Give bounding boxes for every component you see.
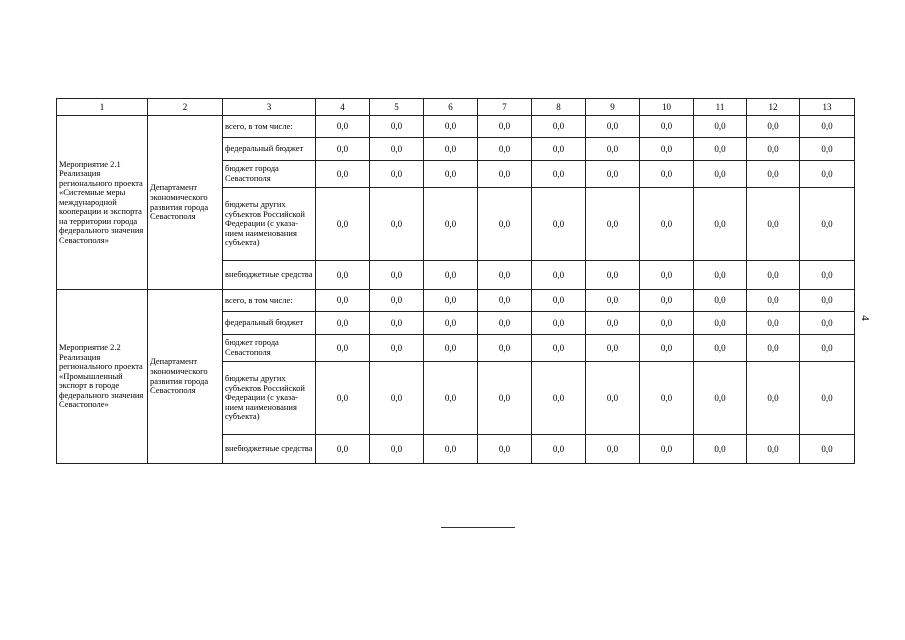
column-header: 7 (478, 99, 532, 116)
amount-cell: 0,0 (424, 188, 478, 261)
amount-cell: 0,0 (800, 290, 855, 312)
amount-cell: 0,0 (747, 161, 800, 188)
column-header: 4 (316, 99, 370, 116)
amount-cell: 0,0 (586, 435, 640, 464)
funding-source-cell: бюджет города Севастополя (223, 161, 316, 188)
table-header (57, 99, 855, 116)
table-body (57, 116, 855, 464)
amount-cell: 0,0 (532, 362, 586, 435)
amount-cell: 0,0 (370, 188, 424, 261)
amount-cell: 0,0 (800, 138, 855, 161)
amount-cell: 0,0 (694, 335, 747, 362)
amount-cell: 0,0 (478, 261, 532, 290)
amount-cell: 0,0 (316, 290, 370, 312)
amount-cell: 0,0 (532, 116, 586, 138)
page-number: 4 (858, 315, 871, 321)
amount-cell: 0,0 (478, 290, 532, 312)
amount-cell: 0,0 (800, 312, 855, 335)
amount-cell: 0,0 (694, 435, 747, 464)
funding-source-cell: федеральный бюджет (223, 312, 316, 335)
funding-source-cell: федеральный бюджет (223, 138, 316, 161)
amount-cell: 0,0 (532, 290, 586, 312)
amount-cell: 0,0 (586, 116, 640, 138)
amount-cell: 0,0 (586, 312, 640, 335)
column-header: 10 (640, 99, 694, 116)
amount-cell: 0,0 (747, 138, 800, 161)
amount-cell: 0,0 (316, 161, 370, 188)
table-row (57, 290, 855, 312)
amount-cell: 0,0 (640, 362, 694, 435)
department-cell: Департамент экономического развития города Севастополя (148, 290, 223, 464)
amount-cell: 0,0 (800, 188, 855, 261)
amount-cell: 0,0 (747, 435, 800, 464)
amount-cell: 0,0 (694, 188, 747, 261)
amount-cell: 0,0 (800, 435, 855, 464)
amount-cell: 0,0 (316, 362, 370, 435)
amount-cell: 0,0 (316, 261, 370, 290)
funding-source-cell: бюджеты других субъектов Российской Федерации (с указа-нием наименования субъекта) (223, 188, 316, 261)
funding-source-cell: бюджеты других субъектов Российской Федерации (с указа-нием наименования субъекта) (223, 362, 316, 435)
amount-cell: 0,0 (694, 312, 747, 335)
footer-divider (441, 527, 515, 528)
amount-cell: 0,0 (478, 138, 532, 161)
amount-cell: 0,0 (747, 188, 800, 261)
amount-cell: 0,0 (586, 290, 640, 312)
amount-cell: 0,0 (747, 362, 800, 435)
amount-cell: 0,0 (747, 290, 800, 312)
event-name-cell: Мероприятие 2.1 Реализация регионального проекта «Системные меры международной кооперации и экспорта на территории города федерального значения Севастополя» (57, 116, 148, 290)
amount-cell: 0,0 (640, 138, 694, 161)
amount-cell: 0,0 (370, 261, 424, 290)
column-header: 12 (747, 99, 800, 116)
amount-cell: 0,0 (640, 188, 694, 261)
event-name-cell: Мероприятие 2.2 Реализация регионального проекта «Промышленный экспорт в городе федерального значения Севастополе» (57, 290, 148, 464)
funding-source-cell: внебюджетные средства (223, 435, 316, 464)
table-row (57, 116, 855, 138)
amount-cell: 0,0 (747, 335, 800, 362)
amount-cell: 0,0 (800, 335, 855, 362)
amount-cell: 0,0 (370, 435, 424, 464)
amount-cell: 0,0 (586, 362, 640, 435)
amount-cell: 0,0 (747, 261, 800, 290)
amount-cell: 0,0 (370, 362, 424, 435)
amount-cell: 0,0 (532, 435, 586, 464)
amount-cell: 0,0 (586, 138, 640, 161)
amount-cell: 0,0 (694, 290, 747, 312)
department-cell: Департамент экономического развития города Севастополя (148, 116, 223, 290)
funding-source-cell: всего, в том числе: (223, 290, 316, 312)
amount-cell: 0,0 (424, 116, 478, 138)
amount-cell: 0,0 (640, 261, 694, 290)
amount-cell: 0,0 (640, 161, 694, 188)
amount-cell: 0,0 (532, 335, 586, 362)
amount-cell: 0,0 (478, 312, 532, 335)
amount-cell: 0,0 (586, 161, 640, 188)
column-header: 8 (532, 99, 586, 116)
amount-cell: 0,0 (532, 161, 586, 188)
amount-cell: 0,0 (478, 335, 532, 362)
funding-source-cell: бюджет города Севастополя (223, 335, 316, 362)
amount-cell: 0,0 (370, 116, 424, 138)
amount-cell: 0,0 (640, 335, 694, 362)
amount-cell: 0,0 (532, 261, 586, 290)
amount-cell: 0,0 (586, 335, 640, 362)
amount-cell: 0,0 (424, 138, 478, 161)
amount-cell: 0,0 (800, 161, 855, 188)
budget-table (56, 98, 855, 464)
amount-cell: 0,0 (478, 362, 532, 435)
column-header: 6 (424, 99, 478, 116)
amount-cell: 0,0 (586, 261, 640, 290)
amount-cell: 0,0 (370, 138, 424, 161)
amount-cell: 0,0 (640, 290, 694, 312)
amount-cell: 0,0 (532, 138, 586, 161)
amount-cell: 0,0 (694, 161, 747, 188)
amount-cell: 0,0 (424, 261, 478, 290)
column-header: 5 (370, 99, 424, 116)
column-header: 1 (57, 99, 148, 116)
amount-cell: 0,0 (640, 435, 694, 464)
amount-cell: 0,0 (316, 188, 370, 261)
column-header: 9 (586, 99, 640, 116)
amount-cell: 0,0 (478, 188, 532, 261)
amount-cell: 0,0 (370, 312, 424, 335)
amount-cell: 0,0 (532, 188, 586, 261)
amount-cell: 0,0 (316, 312, 370, 335)
amount-cell: 0,0 (478, 435, 532, 464)
amount-cell: 0,0 (478, 161, 532, 188)
column-header: 2 (148, 99, 223, 116)
amount-cell: 0,0 (694, 116, 747, 138)
amount-cell: 0,0 (424, 335, 478, 362)
amount-cell: 0,0 (747, 312, 800, 335)
amount-cell: 0,0 (747, 116, 800, 138)
column-header: 13 (800, 99, 855, 116)
amount-cell: 0,0 (424, 161, 478, 188)
amount-cell: 0,0 (370, 161, 424, 188)
column-header: 11 (694, 99, 747, 116)
amount-cell: 0,0 (424, 362, 478, 435)
amount-cell: 0,0 (800, 116, 855, 138)
column-header: 3 (223, 99, 316, 116)
header-row (57, 99, 855, 116)
amount-cell: 0,0 (316, 335, 370, 362)
amount-cell: 0,0 (800, 261, 855, 290)
amount-cell: 0,0 (316, 138, 370, 161)
amount-cell: 0,0 (478, 116, 532, 138)
amount-cell: 0,0 (370, 335, 424, 362)
amount-cell: 0,0 (640, 312, 694, 335)
amount-cell: 0,0 (316, 435, 370, 464)
amount-cell: 0,0 (694, 261, 747, 290)
amount-cell: 0,0 (694, 362, 747, 435)
amount-cell: 0,0 (424, 290, 478, 312)
amount-cell: 0,0 (800, 362, 855, 435)
amount-cell: 0,0 (532, 312, 586, 335)
amount-cell: 0,0 (424, 435, 478, 464)
funding-source-cell: всего, в том числе: (223, 116, 316, 138)
funding-source-cell: внебюджетные средства (223, 261, 316, 290)
amount-cell: 0,0 (316, 116, 370, 138)
amount-cell: 0,0 (640, 116, 694, 138)
amount-cell: 0,0 (370, 290, 424, 312)
amount-cell: 0,0 (694, 138, 747, 161)
amount-cell: 0,0 (424, 312, 478, 335)
amount-cell: 0,0 (586, 188, 640, 261)
